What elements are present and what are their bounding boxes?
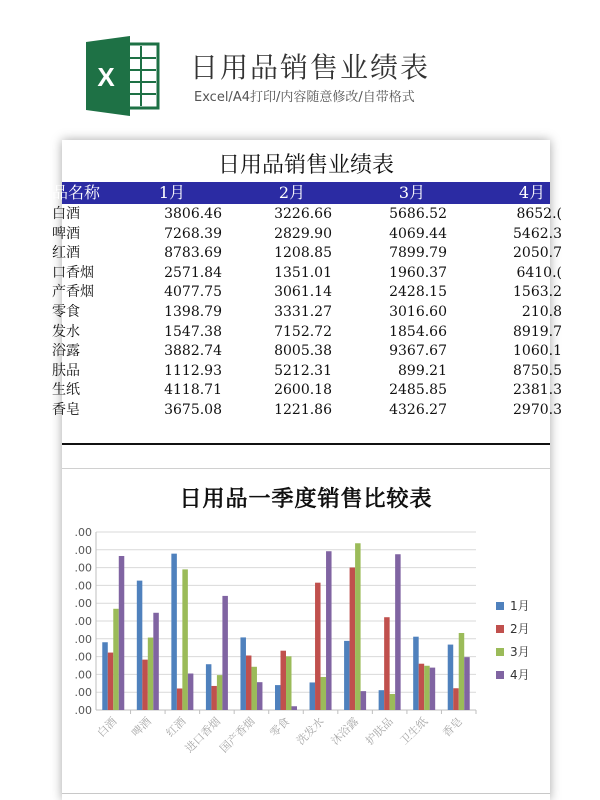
product-cell: 零食 bbox=[52, 303, 80, 320]
bar bbox=[240, 637, 246, 710]
value-cell: 5462.3 bbox=[513, 225, 562, 242]
value-cell: 1208.85 bbox=[274, 245, 332, 262]
legend-label: 3月 bbox=[510, 645, 530, 659]
bar bbox=[448, 645, 454, 710]
x-tick-label: 国产香烟 bbox=[217, 714, 258, 756]
value-cell: 5686.52 bbox=[389, 206, 447, 222]
bar bbox=[355, 543, 361, 710]
legend-swatch bbox=[496, 625, 504, 633]
section-divider bbox=[62, 468, 550, 469]
table-row bbox=[52, 243, 562, 263]
value-cell: 2829.90 bbox=[274, 225, 332, 242]
value-cell: 6410.( bbox=[516, 264, 562, 281]
bar bbox=[459, 633, 465, 710]
bar bbox=[315, 583, 321, 710]
bar bbox=[419, 664, 425, 710]
legend-swatch bbox=[496, 671, 504, 679]
value-cell: 899.21 bbox=[398, 362, 447, 379]
bar bbox=[182, 569, 188, 710]
bar bbox=[281, 651, 287, 710]
table-row bbox=[52, 224, 562, 244]
document-title: 日用品销售业绩表 bbox=[190, 51, 431, 84]
legend-label: 1月 bbox=[510, 599, 530, 613]
bar bbox=[413, 637, 419, 710]
value-cell: 1854.66 bbox=[389, 323, 447, 340]
bar bbox=[379, 690, 385, 710]
value-cell: 2970.3 bbox=[513, 401, 562, 418]
y-tick-label: .00 bbox=[74, 615, 92, 628]
column-header: 品名称 bbox=[52, 183, 101, 202]
product-cell: 口香烟 bbox=[52, 264, 94, 281]
product-cell: 红酒 bbox=[52, 245, 80, 262]
x-tick-label: 白酒 bbox=[94, 714, 120, 740]
value-cell: 1112.93 bbox=[164, 362, 222, 379]
value-cell: 8750.5 bbox=[513, 362, 562, 379]
y-tick-label: .00 bbox=[74, 686, 92, 700]
bar bbox=[206, 664, 212, 710]
bar bbox=[217, 675, 223, 710]
value-cell: 3331.27 bbox=[274, 303, 332, 320]
value-cell: 8783.69 bbox=[164, 245, 222, 262]
value-cell: 4077.75 bbox=[164, 284, 222, 301]
value-cell: 8919.7 bbox=[513, 323, 562, 340]
bar bbox=[177, 688, 183, 710]
y-tick-label: .00 bbox=[74, 561, 92, 575]
product-cell: 产香烟 bbox=[52, 284, 94, 301]
bar bbox=[384, 617, 390, 710]
bar bbox=[292, 706, 298, 710]
table-row bbox=[52, 322, 562, 342]
value-cell: 1221.86 bbox=[274, 401, 332, 418]
chart-bottom-divider bbox=[62, 793, 550, 794]
excel-icon-letter: X bbox=[97, 62, 115, 92]
value-cell: 3016.60 bbox=[389, 303, 447, 320]
bar bbox=[102, 642, 108, 710]
table-row bbox=[52, 380, 562, 400]
y-tick-label: .00 bbox=[74, 632, 92, 646]
legend-label: 4月 bbox=[510, 668, 530, 682]
bar bbox=[321, 677, 327, 710]
x-tick-label: 零食 bbox=[267, 714, 293, 740]
bar bbox=[275, 685, 281, 710]
y-tick-label: .00 bbox=[74, 543, 92, 557]
spreadsheet-preview bbox=[52, 140, 562, 800]
value-cell: 2485.85 bbox=[389, 382, 447, 399]
value-cell: 1563.2 bbox=[513, 284, 562, 301]
table-row bbox=[52, 341, 562, 361]
excel-icon bbox=[86, 36, 160, 116]
sales-table bbox=[52, 182, 562, 420]
value-cell: 8005.38 bbox=[274, 343, 332, 360]
value-cell: 3226.66 bbox=[274, 206, 332, 222]
x-tick-label: 香皂 bbox=[440, 714, 465, 740]
product-cell: 生纸 bbox=[52, 382, 80, 399]
value-cell: 9367.67 bbox=[389, 343, 447, 360]
value-cell: 2600.18 bbox=[274, 382, 332, 399]
table-row bbox=[52, 282, 562, 302]
product-cell: 香皂 bbox=[52, 401, 80, 418]
bar bbox=[153, 613, 159, 710]
value-cell: 1960.37 bbox=[389, 264, 447, 281]
bar bbox=[390, 694, 396, 710]
bar bbox=[251, 667, 256, 710]
bar bbox=[350, 568, 356, 710]
y-tick-label: .00 bbox=[74, 597, 92, 611]
value-cell: 7152.72 bbox=[274, 323, 332, 340]
x-tick-label: 沐浴露 bbox=[328, 714, 362, 748]
bar bbox=[453, 688, 459, 710]
value-cell: 1351.01 bbox=[274, 264, 332, 281]
bar bbox=[310, 682, 316, 710]
x-tick-label: 红酒 bbox=[163, 714, 189, 740]
x-tick-label: 啤酒 bbox=[129, 714, 154, 740]
y-tick-label: .00 bbox=[74, 650, 92, 664]
legend-swatch bbox=[496, 648, 504, 656]
y-tick-label: .00 bbox=[74, 579, 92, 593]
bar bbox=[108, 653, 114, 710]
table-row bbox=[52, 361, 562, 381]
table-row bbox=[52, 400, 562, 420]
value-cell: 4069.44 bbox=[389, 225, 447, 242]
bar bbox=[395, 554, 401, 710]
value-cell: 2571.84 bbox=[164, 264, 222, 281]
bar bbox=[361, 691, 367, 710]
bar bbox=[286, 656, 292, 710]
bar bbox=[246, 656, 252, 710]
column-header: 1月 bbox=[158, 183, 186, 202]
bar bbox=[430, 668, 436, 710]
value-cell: 1060.1 bbox=[513, 343, 562, 360]
y-tick-label: .00 bbox=[74, 704, 92, 717]
product-cell: 浴露 bbox=[52, 343, 80, 360]
value-cell: 2428.15 bbox=[389, 284, 447, 301]
table-row bbox=[52, 263, 562, 283]
bar bbox=[257, 682, 263, 710]
y-tick-label: .00 bbox=[74, 526, 92, 539]
bar bbox=[424, 666, 430, 710]
x-tick-label: 护肤品 bbox=[363, 714, 396, 748]
legend-label: 2月 bbox=[510, 622, 530, 636]
bar bbox=[188, 673, 194, 710]
bar bbox=[148, 638, 154, 710]
bar bbox=[113, 609, 119, 710]
bar bbox=[119, 556, 125, 710]
value-cell: 3806.46 bbox=[164, 206, 222, 222]
bar bbox=[142, 660, 148, 710]
column-header: 2月 bbox=[278, 183, 306, 202]
chart-title: 日用品一季度销售比较表 bbox=[179, 487, 433, 512]
value-cell: 2381.3 bbox=[513, 382, 562, 399]
table-row bbox=[52, 204, 562, 224]
product-cell: 发水 bbox=[52, 323, 80, 340]
x-tick-label: 洗发水 bbox=[294, 714, 327, 748]
value-cell: 1398.79 bbox=[164, 303, 222, 320]
bar bbox=[171, 554, 177, 710]
legend-swatch bbox=[496, 602, 504, 610]
document-subtitle: Excel/A4打印/内容随意修改/自带格式 bbox=[194, 90, 415, 105]
value-cell: 3675.08 bbox=[164, 401, 222, 418]
bar bbox=[344, 641, 350, 710]
table-bottom-border bbox=[62, 443, 550, 445]
x-tick-label: 卫生纸 bbox=[397, 714, 431, 748]
value-cell: 2050.7 bbox=[513, 245, 562, 262]
bar bbox=[137, 581, 143, 710]
bar bbox=[222, 596, 228, 710]
column-header: 4月 bbox=[518, 183, 546, 202]
table-row bbox=[52, 302, 562, 322]
bar-chart bbox=[62, 520, 550, 800]
bar bbox=[464, 657, 470, 710]
product-cell: 啤酒 bbox=[52, 225, 80, 242]
bar bbox=[326, 551, 332, 710]
value-cell: 7268.39 bbox=[164, 225, 222, 242]
table-header-row bbox=[52, 182, 550, 204]
value-cell: 1547.38 bbox=[164, 323, 222, 340]
x-tick-label: 进口香烟 bbox=[182, 714, 224, 756]
value-cell: 5212.31 bbox=[274, 362, 332, 379]
y-tick-label: .00 bbox=[74, 668, 92, 682]
bar bbox=[211, 686, 217, 710]
column-header: 3月 bbox=[398, 183, 426, 202]
value-cell: 8652.( bbox=[516, 206, 562, 222]
value-cell: 3882.74 bbox=[164, 343, 222, 360]
value-cell: 4118.71 bbox=[164, 382, 222, 399]
value-cell: 4326.27 bbox=[389, 401, 447, 418]
sheet-title: 日用品销售业绩表 bbox=[217, 153, 394, 178]
page-header bbox=[0, 0, 600, 135]
value-cell: 210.8 bbox=[521, 303, 562, 320]
product-cell: 白酒 bbox=[52, 206, 80, 222]
product-cell: 肤品 bbox=[52, 362, 80, 379]
value-cell: 3061.14 bbox=[274, 284, 332, 301]
value-cell: 7899.79 bbox=[389, 245, 447, 262]
